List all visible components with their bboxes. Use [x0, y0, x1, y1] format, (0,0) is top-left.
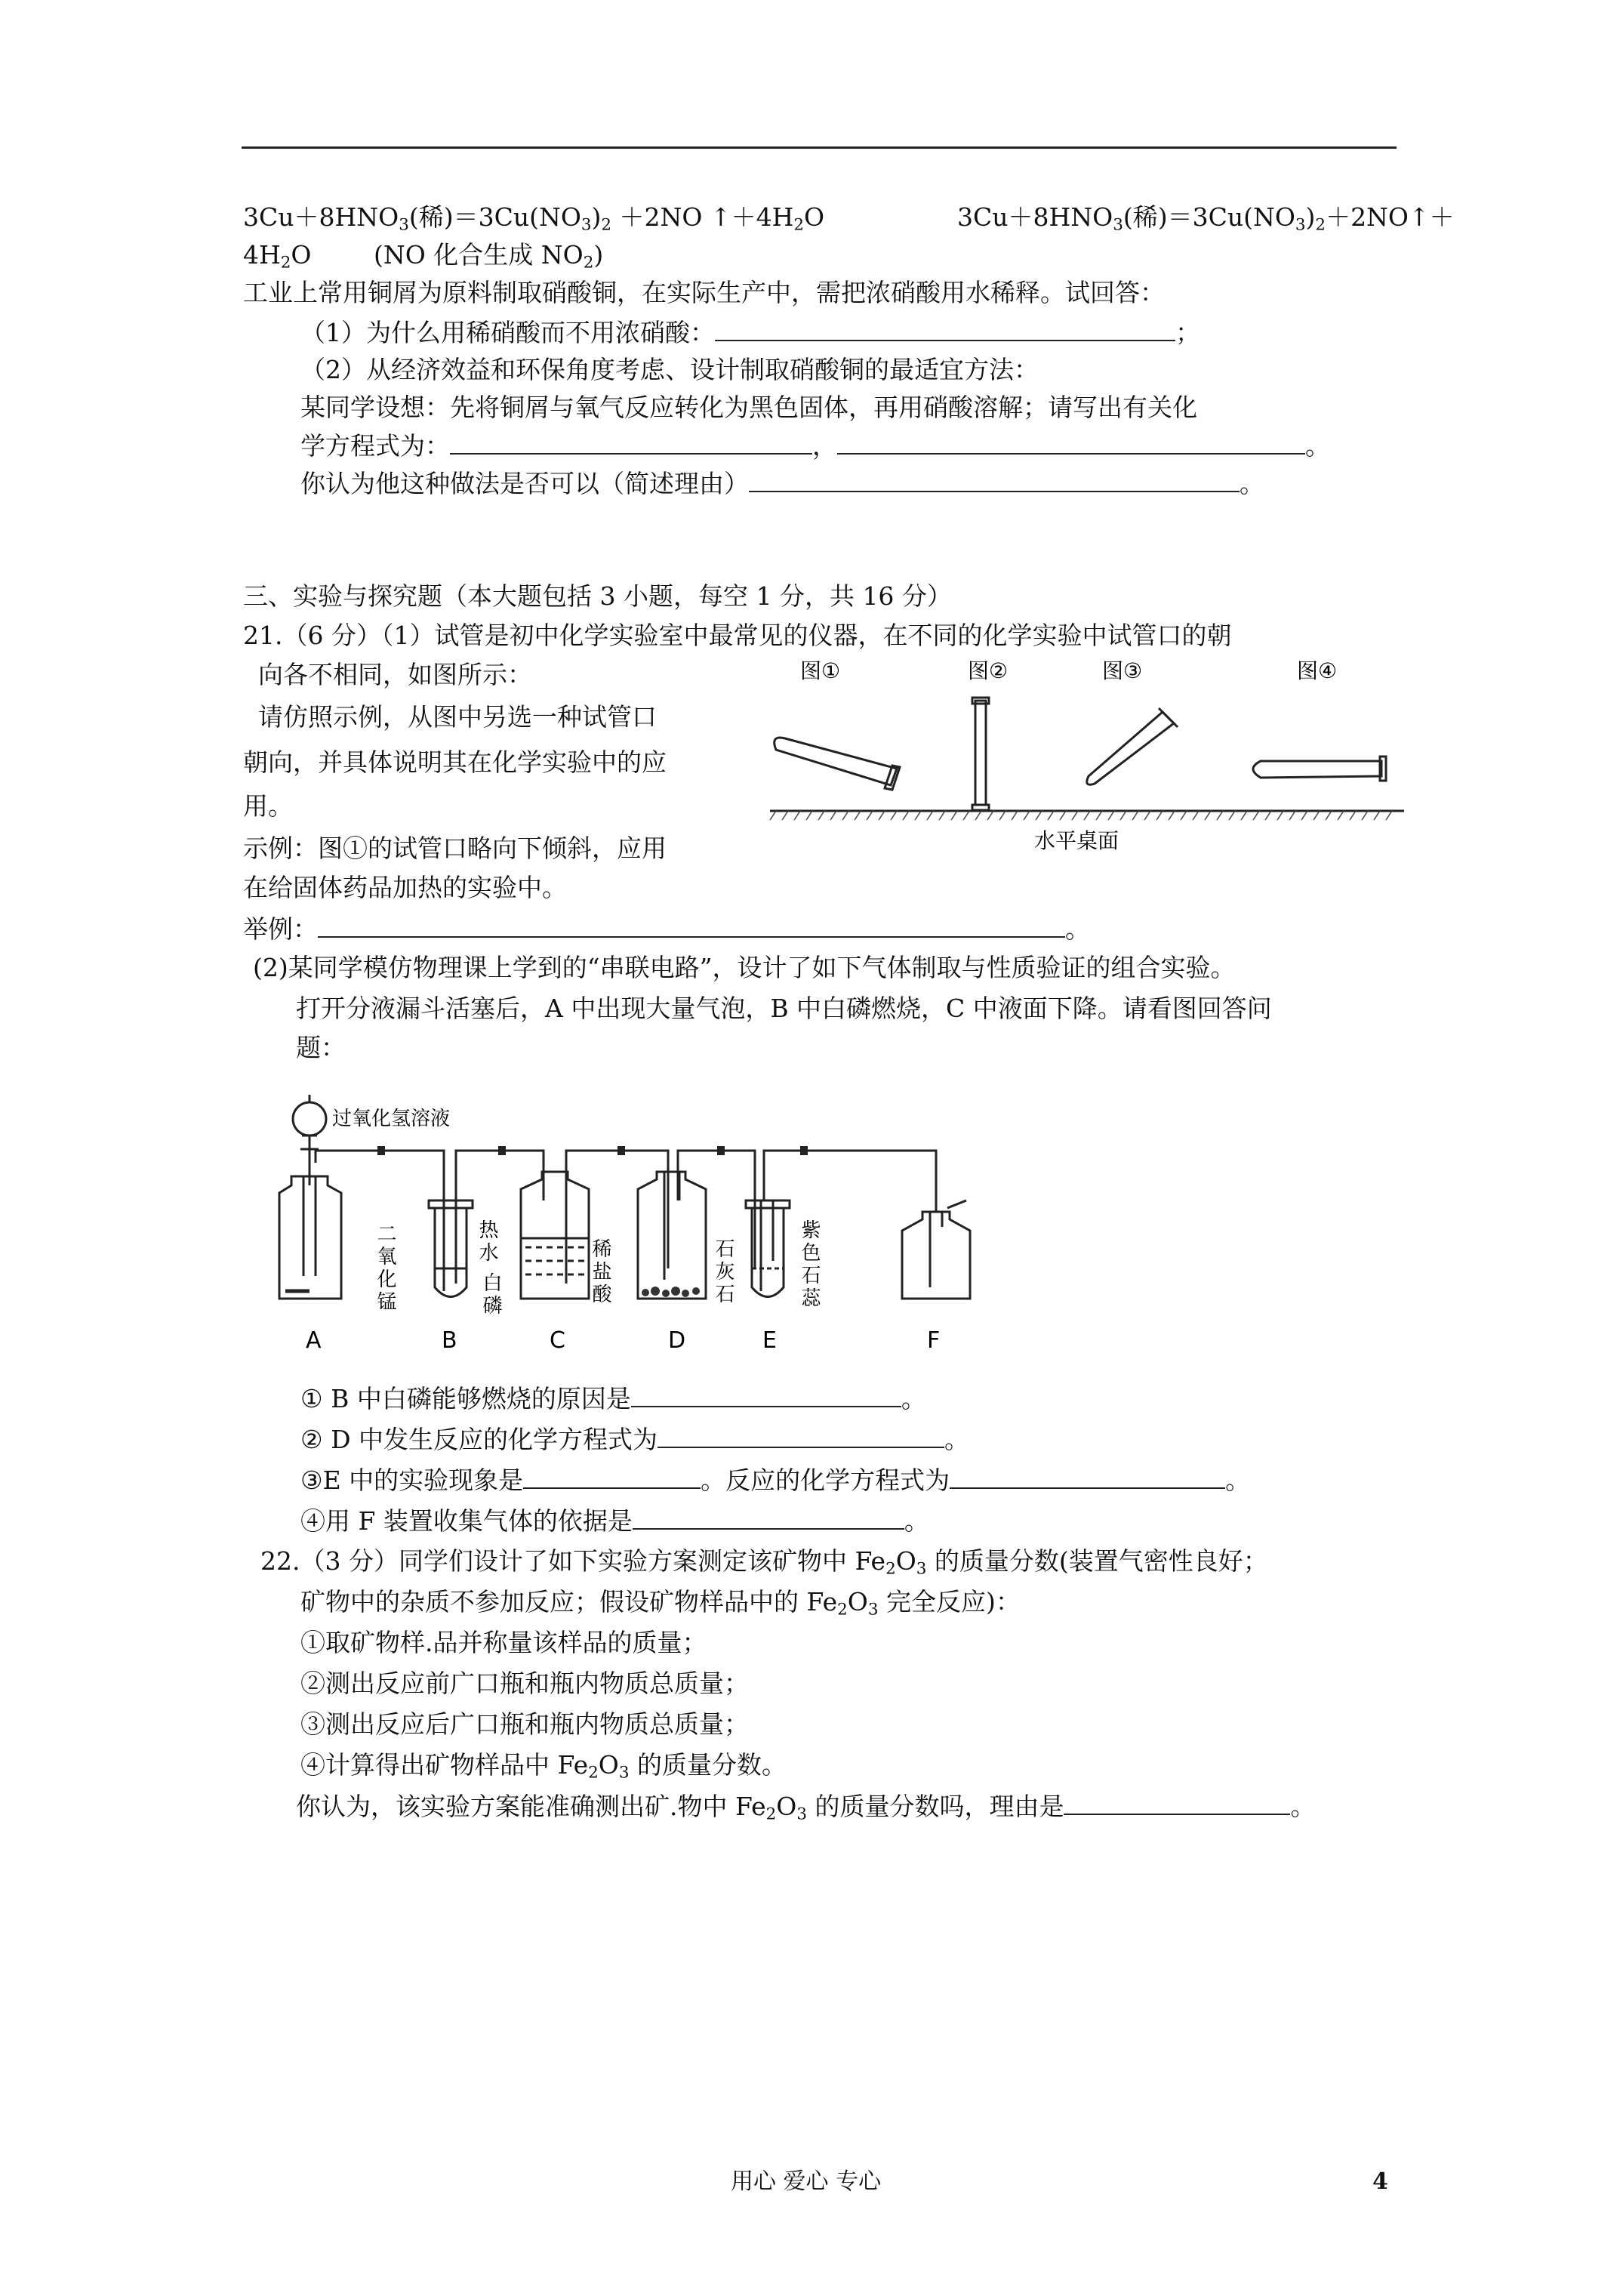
- answer-blank-4[interactable]: [749, 468, 1240, 492]
- hatch-mark: [987, 811, 993, 820]
- hatch-mark: [939, 811, 945, 820]
- hatch-mark: [1338, 811, 1344, 820]
- q21-line-4: 朝向，并具体说明其在化学实验中的应: [243, 747, 667, 777]
- q21-line-3: 请仿照示例，从图中另选一种试管口: [258, 702, 657, 732]
- desk-label: 水平桌面: [1034, 828, 1119, 853]
- hatch-mark: [1096, 811, 1102, 820]
- hatch-mark: [855, 811, 861, 820]
- q22-text: 的质量分数(装置气密性良好；: [926, 1546, 1268, 1576]
- hatch-mark: [1205, 811, 1211, 820]
- subscript: 3: [1295, 215, 1306, 235]
- hatch-mark: [1060, 811, 1066, 820]
- subscript: 2: [765, 1804, 777, 1824]
- question-2-b: [300, 430, 1330, 461]
- bottle-f: [902, 1200, 970, 1299]
- equation-text: ＋2NO↑＋: [1326, 202, 1455, 232]
- q21-example: [243, 914, 1090, 945]
- sub-question-text: ① B 中白磷能够燃烧的原因是: [300, 1384, 631, 1413]
- hatch-mark: [1374, 811, 1380, 820]
- subscript: 3: [1113, 215, 1123, 235]
- subscript: 3: [399, 215, 409, 235]
- sub-question-4: [300, 1505, 929, 1536]
- tube-4: [1253, 757, 1386, 781]
- hatch-mark: [1024, 811, 1030, 820]
- q22-step-3: ③测出反应后广口瓶和瓶内物质总质量；: [300, 1709, 749, 1739]
- hatch-mark: [1326, 811, 1332, 820]
- subscript: 3: [581, 215, 592, 235]
- fig-label-4: 图④: [1297, 658, 1338, 683]
- sub-question-2: [300, 1424, 969, 1455]
- footer-motto: 用心 爱心 专心: [731, 2168, 882, 2195]
- hatch-mark: [1181, 811, 1187, 820]
- equation-line-1b: [957, 202, 1455, 233]
- hatch-mark: [818, 811, 824, 820]
- desk-hatching: [770, 811, 1392, 820]
- hatch-mark: [1229, 811, 1235, 820]
- hatch-mark: [1169, 811, 1175, 820]
- hatch-mark: [1241, 811, 1247, 820]
- q22-text: 22.（3 分）同学们设计了如下实验方案测定该矿物中 Fe: [260, 1546, 886, 1576]
- answer-blank-3[interactable]: [837, 430, 1305, 455]
- subscript: 2: [793, 215, 805, 235]
- answer-blank-7[interactable]: [523, 1465, 701, 1489]
- subscript: 3: [618, 1763, 630, 1783]
- hatch-mark: [1156, 811, 1163, 820]
- tube-3: [1087, 708, 1178, 784]
- equation-note-text: (NO 化合生成 NO: [374, 240, 584, 270]
- q22-text: 矿物中的杂质不参加反应；假设矿物样品中的 Fe: [300, 1587, 838, 1616]
- equation-text: ＋2NO ↑＋4H: [611, 202, 794, 232]
- hatch-mark: [1084, 811, 1090, 820]
- punct: 。: [1240, 469, 1264, 498]
- q21-2-line-3: 题：: [296, 1033, 346, 1062]
- hatch-mark: [1036, 811, 1042, 820]
- hatch-mark: [1350, 811, 1356, 820]
- section-heading: 三、实验与探究题（本大题包括 3 小题，每空 1 分，共 16 分）: [243, 581, 952, 611]
- q22-last: [296, 1791, 1315, 1822]
- subscript: 3: [916, 1559, 927, 1579]
- hatch-mark: [1193, 811, 1199, 820]
- q22-text: 的质量分数。: [629, 1750, 787, 1780]
- example-label: 举例：: [243, 914, 318, 944]
- q22-text: O: [895, 1546, 916, 1576]
- hatch-mark: [1072, 811, 1078, 820]
- punct: 。: [1065, 914, 1090, 944]
- subscript: 3: [796, 1804, 807, 1824]
- hatch-mark: [891, 811, 897, 820]
- label-b-top: 热水: [476, 1219, 498, 1265]
- limestone-pieces: [642, 1287, 700, 1297]
- q22-text: O: [847, 1587, 868, 1616]
- hatch-mark: [794, 811, 800, 820]
- label-e: 紫色石蕊: [798, 1219, 821, 1310]
- apparatus-figure: [272, 1087, 996, 1359]
- q21-line-6: 示例：图①的试管口略向下倾斜，应用: [243, 834, 667, 863]
- q21-2-line-1: (2)某同学模仿物理课上学到的“串联电路”，设计了如下气体制取与性质验证的组合实验。: [253, 953, 1236, 982]
- punct: ，: [812, 431, 837, 461]
- hatch-mark: [1386, 811, 1392, 820]
- hatch-mark: [1108, 811, 1114, 820]
- test-tube-figure: [762, 655, 1412, 863]
- equation-text: ): [1305, 202, 1316, 232]
- subscript: 2: [588, 1763, 599, 1783]
- equation-text: ): [591, 202, 602, 232]
- hatch-mark: [806, 811, 812, 820]
- label-c: 稀盐酸: [589, 1238, 611, 1306]
- equation-line-2: [243, 240, 312, 273]
- question-2: （2）从经济效益和环保角度考虑、设计制取硝酸铜的最适宜方法：: [300, 355, 1039, 384]
- equation-text: 3Cu＋8HNO: [957, 202, 1113, 232]
- equation-text: 3Cu＋8HNO: [243, 202, 399, 232]
- answer-blank-5[interactable]: [631, 1383, 901, 1407]
- equation-text: (稀)＝3Cu(NO: [1123, 202, 1295, 232]
- hatch-mark: [867, 811, 873, 820]
- q21-2-line-2: 打开分液漏斗活塞后，A 中出现大量气泡，B 中白磷燃烧，C 中液面下降。请看图回答问: [296, 994, 1272, 1023]
- hatch-mark: [782, 811, 788, 820]
- bottle-label-a: A: [306, 1327, 322, 1354]
- q21-line-7: 在给固体药品加热的实验中。: [243, 873, 567, 902]
- bottle-d: [638, 1172, 706, 1299]
- equation-note: [374, 240, 604, 273]
- fig-label-2: 图②: [968, 658, 1009, 683]
- q22-text: 的质量分数吗，理由是: [806, 1792, 1064, 1821]
- hatch-mark: [1253, 811, 1259, 820]
- hatch-mark: [830, 811, 836, 820]
- hatch-mark: [1313, 811, 1320, 820]
- fig-label-1: 图①: [800, 658, 841, 683]
- punct: 。: [904, 1506, 929, 1536]
- q22-text: ④计算得出矿物样品中 Fe: [300, 1750, 589, 1780]
- q22-step-2: ②测出反应前广口瓶和瓶内物质总质量；: [300, 1669, 749, 1698]
- answer-blank-6[interactable]: [658, 1424, 944, 1448]
- page-number: 4: [1372, 2168, 1388, 2195]
- hatch-mark: [975, 811, 981, 820]
- sub-question-1: [300, 1383, 926, 1414]
- hatch-mark: [915, 811, 921, 820]
- equation-note-text: ): [593, 240, 604, 270]
- subscript: 2: [837, 1600, 848, 1620]
- q21-line-5: 用。: [243, 791, 293, 821]
- subscript: 3: [867, 1600, 879, 1620]
- punct: 。: [944, 1425, 970, 1454]
- bottle-a: [279, 1176, 341, 1299]
- bottle-label-b: B: [442, 1327, 457, 1354]
- hatch-mark: [1012, 811, 1018, 820]
- q21-line-2: 向各不相同，如图所示：: [258, 660, 532, 689]
- sub-question-text: ④用 F 装置收集气体的依据是: [300, 1506, 633, 1536]
- q22-line-1: [260, 1546, 1268, 1579]
- question-1-text: （1）为什么用稀硝酸而不用浓硝酸：: [300, 318, 715, 347]
- intro-text: 工业上常用铜屑为原料制取硝酸铜，在实际生产中，需把浓硝酸用水稀释。试回答：: [243, 278, 1165, 307]
- q22-text: 完全反应)：: [878, 1587, 1021, 1616]
- hatch-mark: [1048, 811, 1054, 820]
- punct: 。: [1290, 1792, 1316, 1821]
- equation-text: 4H: [243, 240, 281, 270]
- q22-text: O: [776, 1792, 797, 1821]
- tube-2: [972, 698, 989, 810]
- punct: ；: [1175, 318, 1200, 347]
- sub-question-text: 。反应的化学方程式为: [701, 1465, 950, 1495]
- subscript: 2: [1315, 215, 1326, 235]
- hatch-mark: [1265, 811, 1271, 820]
- punct: 。: [901, 1384, 926, 1413]
- hatch-mark: [1132, 811, 1138, 820]
- answer-blank-1[interactable]: [715, 317, 1175, 341]
- bottle-label-d: D: [668, 1327, 686, 1354]
- sub-question-text: ② D 中发生反应的化学方程式为: [300, 1425, 658, 1454]
- sub-question-text: ③E 中的实验现象是: [300, 1465, 524, 1495]
- hatch-mark: [999, 811, 1006, 820]
- answer-blank-example[interactable]: [318, 914, 1065, 938]
- hatch-mark: [879, 811, 885, 820]
- bottle-label-e: E: [762, 1327, 777, 1354]
- punct: 。: [1305, 431, 1330, 461]
- answer-blank-10[interactable]: [1064, 1791, 1290, 1815]
- subscript: 2: [583, 253, 594, 273]
- hatch-mark: [1120, 811, 1126, 820]
- hatch-mark: [963, 811, 969, 820]
- header-rule: [242, 146, 1397, 149]
- label-d: 石灰石: [712, 1238, 735, 1306]
- equation-text: (稀)＝3Cu(NO: [408, 202, 581, 232]
- q22-text: O: [598, 1750, 619, 1780]
- question-2-c-text: 你认为他这种做法是否可以（简述理由）: [300, 469, 749, 498]
- hatch-mark: [951, 811, 957, 820]
- hatch-mark: [1289, 811, 1295, 820]
- answer-blank-2[interactable]: [450, 430, 812, 455]
- equation-line-1: [243, 202, 824, 233]
- q22-step-1: ①取矿物样.品并称量该样品的质量；: [300, 1628, 707, 1657]
- equation-text: O: [804, 202, 825, 232]
- q21-line-1: 21.（6 分）（1）试管是初中化学实验室中最常见的仪器，在不同的化学实验中试管口的朝: [243, 621, 1232, 650]
- question-2-c: [300, 468, 1264, 499]
- question-2-b-text: 学方程式为：: [300, 431, 450, 461]
- fig-label-3: 图③: [1102, 658, 1143, 683]
- hatch-mark: [1362, 811, 1368, 820]
- answer-blank-9[interactable]: [633, 1505, 904, 1530]
- hatch-mark: [927, 811, 933, 820]
- separatory-funnel: [293, 1095, 326, 1185]
- bottle-label-c: C: [550, 1327, 565, 1354]
- funnel-label: 过氧化氢溶液: [332, 1108, 451, 1130]
- test-tube-b: [429, 1200, 473, 1297]
- question-2-a: 某同学设想：先将铜屑与氧气反应转化为黑色固体，再用硝酸溶解；请写出有关化: [300, 393, 1197, 422]
- hatch-mark: [1301, 811, 1307, 820]
- subscript: 2: [601, 215, 612, 235]
- bottle-c: [521, 1172, 589, 1299]
- q22-line-2: [300, 1587, 1021, 1620]
- subscript: 2: [885, 1559, 896, 1579]
- hatch-mark: [1217, 811, 1223, 820]
- subscript: 2: [280, 253, 291, 273]
- bottle-label-f: F: [927, 1327, 941, 1354]
- equation-text: O: [291, 240, 312, 270]
- q22-step-4: [300, 1750, 787, 1783]
- label-b-bottom: 白磷: [479, 1272, 502, 1318]
- answer-blank-8[interactable]: [950, 1465, 1225, 1489]
- connecting-tubes: [316, 1151, 936, 1268]
- label-a: 二氧化锰: [374, 1223, 396, 1314]
- q22-text: 你认为，该实验方案能准确测出矿.物中 Fe: [296, 1792, 766, 1821]
- test-tube-e: [746, 1200, 790, 1297]
- sub-question-3: [300, 1465, 1250, 1496]
- hatch-mark: [842, 811, 848, 820]
- question-1: [300, 317, 1200, 348]
- hatch-mark: [1144, 811, 1150, 820]
- punct: 。: [1225, 1465, 1251, 1495]
- hatch-mark: [903, 811, 909, 820]
- hatch-mark: [1277, 811, 1283, 820]
- tube-1: [775, 738, 900, 790]
- hatch-mark: [770, 811, 776, 820]
